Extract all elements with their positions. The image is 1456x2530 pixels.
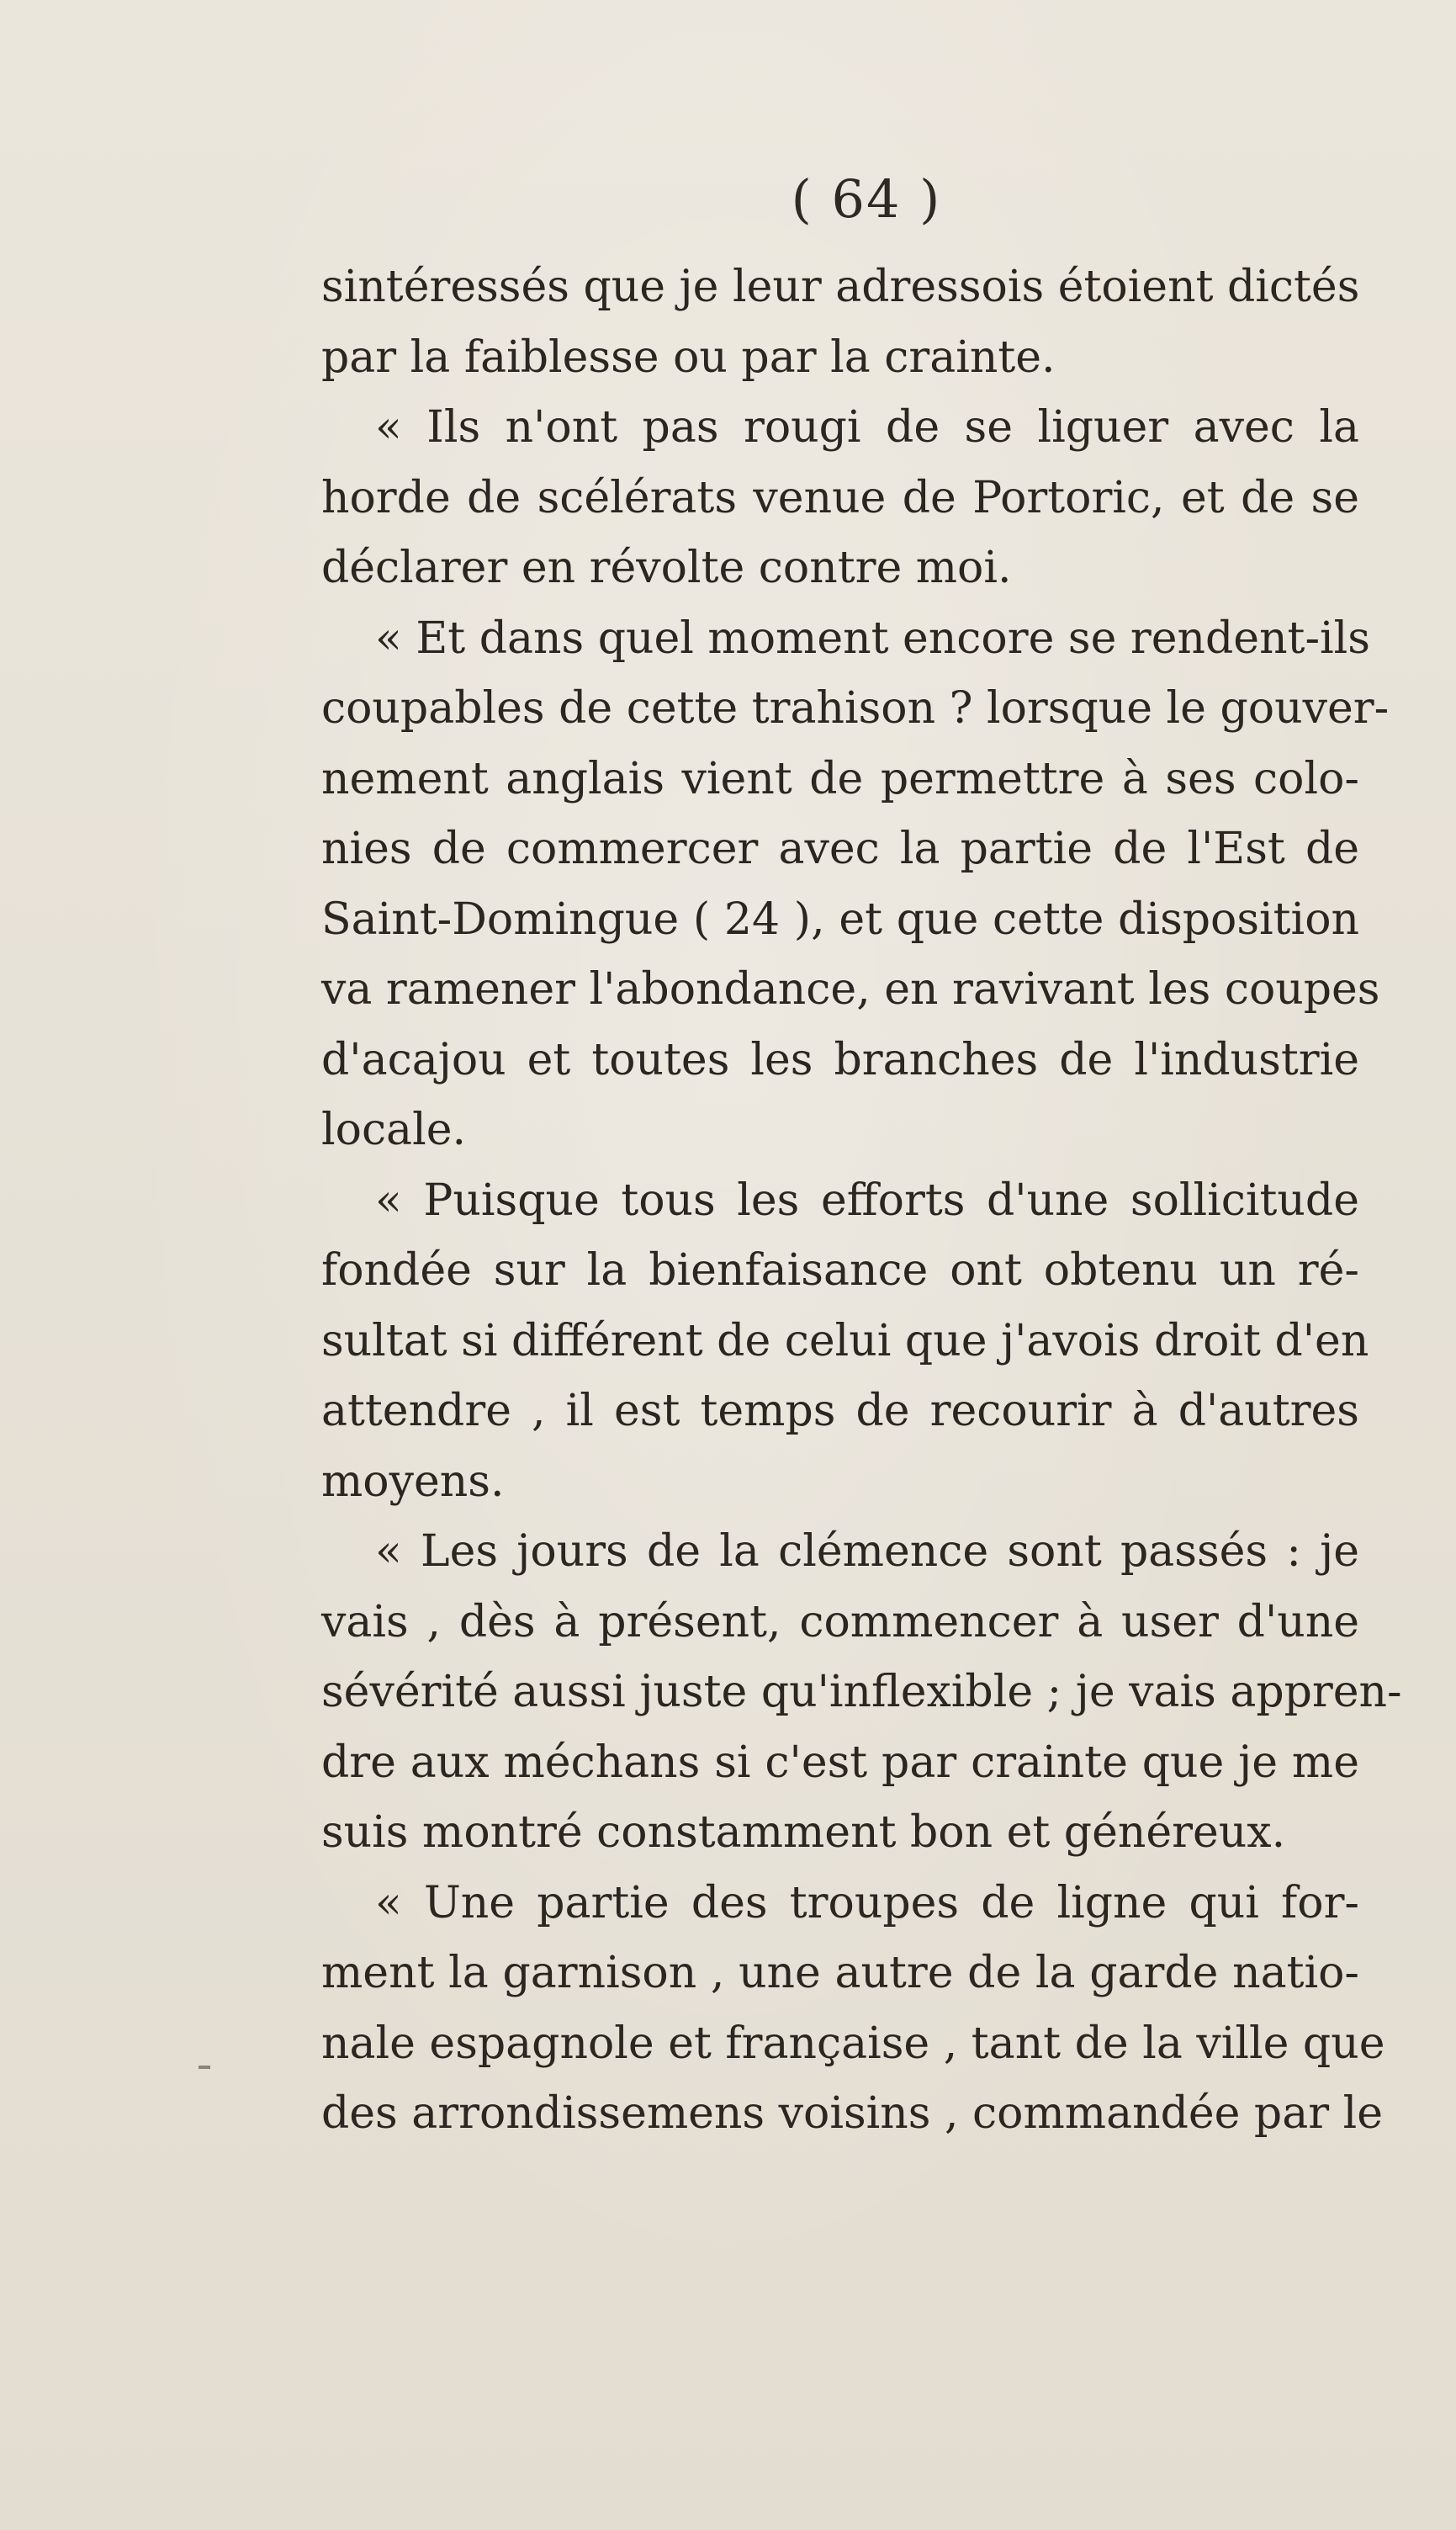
margin-mark [199, 2066, 210, 2069]
text-line: va ramener l'abondance, en ravivant les coupes [321, 964, 1380, 1015]
text-line: « Une partie des troupes de ligne qui for- [375, 1877, 1359, 1928]
text-line: coupables de cette trahison ? lorsque le gouver- [321, 683, 1390, 734]
text-line: suis montré constamment bon et généreux. [321, 1807, 1286, 1858]
text-line: nale espagnole et française , tant de la ville que [321, 2018, 1385, 2069]
body-text [321, 252, 1402, 2150]
text-line: « Ils n'ont pas rougi de se liguer avec la [375, 402, 1359, 453]
text-line: fondée sur la bienfaisance ont obtenu un ré- [321, 1245, 1359, 1296]
text-line: sévérité aussi juste qu'inflexible ; je vais appren- [321, 1667, 1402, 1717]
text-line: « Puisque tous les efforts d'une sollicitude [375, 1175, 1359, 1226]
text-line: sultat si différent de celui que j'avois droit d'en [321, 1315, 1369, 1366]
text-line: Saint-Domingue ( 24 ), et que cette disposition [321, 894, 1359, 945]
text-line: ment la garnison , une autre de la garde natio- [321, 1948, 1359, 1998]
text-line: sintéressés que je leur adressois étoient dictés [321, 262, 1360, 312]
page-number: ( 64 ) [791, 168, 942, 230]
text-line: des arrondissemens voisins , commandée par le [321, 2088, 1384, 2139]
text-line: nement anglais vient de permettre à ses colo- [321, 753, 1359, 804]
text-line: locale. [321, 1105, 466, 1155]
text-line: d'acajou et toutes les branches de l'industrie [321, 1034, 1359, 1085]
text-line: attendre , il est temps de recourir à d'autres [321, 1386, 1359, 1436]
text-line: horde de scélérats venue de Portoric, et de se [321, 472, 1359, 523]
text-line: « Et dans quel moment encore se rendent-ils [375, 613, 1370, 664]
text-line: moyens. [321, 1456, 505, 1507]
text-line: nies de commercer avec la partie de l'Est de [321, 824, 1359, 874]
text-line: dre aux méchans si c'est par crainte que je me [321, 1737, 1359, 1788]
text-line: « Les jours de la clémence sont passés : je [375, 1526, 1359, 1577]
text-line: vais , dès à présent, commencer à user d'une [321, 1596, 1359, 1647]
text-line: par la faiblesse ou par la crainte. [321, 331, 1056, 383]
text-line: déclarer en révolte contre moi. [321, 543, 1012, 593]
